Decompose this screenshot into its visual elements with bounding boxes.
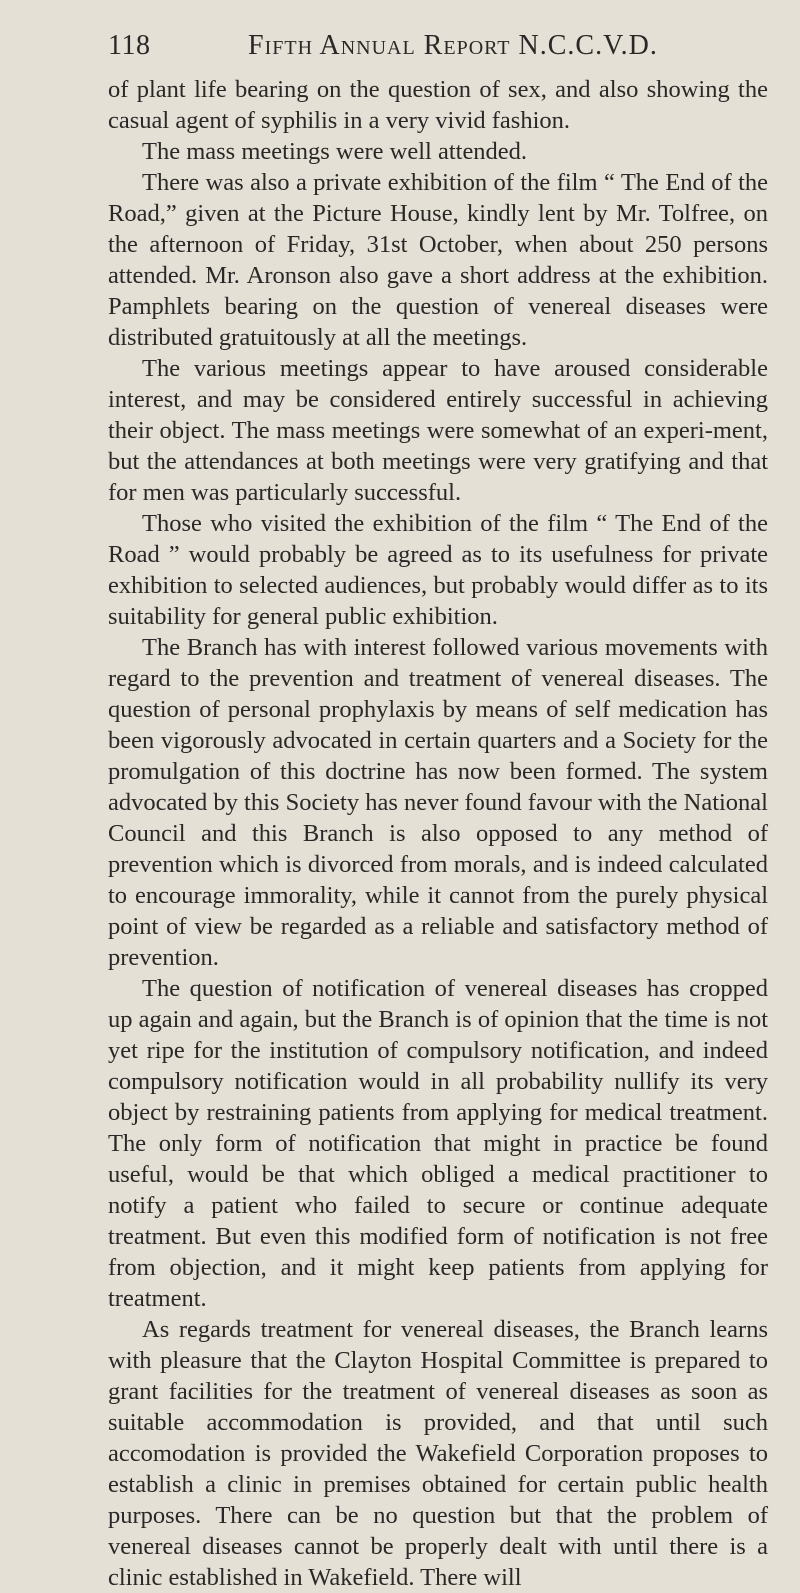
paragraph: The question of notification of venereal diseases has cropped up again and again, but the Branch is of opinion that the time is not yet ripe for the institution of compulsory notification, and indeed compulsory notification would in all probability nullify its very object by restraining patients from applying for medical treatment. The only form of notification that might in practice be found useful, would be that which obliged a medical practitioner to notify a patient who failed to secure or continue adequate treatment. But even this modified form of notification is not free from objection, and it might keep patients from applying for treatment. — [108, 975, 768, 1312]
paragraph: The Branch has with interest followed various movements with regard to the prevention and treatment of venereal diseases. The question of personal prophylaxis by means of self medication has been vigorously advocated in certain quarters and a Society for the promulgation of this doctrine has now been formed. The system advocated by this Society has never found favour with the National Council and this Branch is also opposed to any method of prevention which is divorced from morals, and is indeed calculated to encourage immorality, while it cannot from the purely physical point of view be regarded as a reliable and satisfactory method of prevention. — [108, 634, 768, 971]
page-number: 118 — [108, 30, 151, 61]
paragraph: of plant life bearing on the question of sex, and also showing the casual agent of syphilis in a very vivid fashion. — [108, 76, 768, 134]
paragraph: There was also a private exhibition of the film “ The End of the Road,” given at the Picture House, kindly lent by Mr. Tolfree, on the afternoon of Friday, 31st October, when about 250 persons attended. Mr. Aronson also gave a short address at the exhibition. Pamphlets bearing on the question of venereal diseases were distributed gratuitously at all the meetings. — [108, 169, 768, 351]
paragraph: The mass meetings were well attended. — [142, 138, 528, 165]
paragraph: The various meetings appear to have aroused considerable interest, and may be considered entirely successful in achieving their object. The mass meetings were somewhat of an experi-ment, but the attendances at both meetings were very gratifying and that for men was particularly successful. — [108, 355, 768, 506]
body-text — [108, 74, 768, 1593]
paragraph: As regards treatment for venereal diseases, the Branch learns with pleasure that the Clayton Hospital Committee is prepared to grant facilities for the treatment of venereal diseases as soon as suitable accommodation is provided, and that until such accomodation is provided the Wakefield Corporation proposes to establish a clinic in premises obtained for certain public health purposes. There can be no question but that the problem of venereal diseases cannot be properly dealt with until there is a clinic established in Wakefield. There will — [108, 1316, 768, 1591]
running-head: Fifth Annual Report N.C.C.V.D. — [248, 30, 658, 61]
page-header — [108, 30, 768, 70]
paragraph: Those who visited the exhibition of the film “ The End of the Road ” would probably be agreed as to its usefulness for private exhibition to selected audiences, but probably would differ as to its suitability for general public exhibition. — [108, 510, 768, 630]
